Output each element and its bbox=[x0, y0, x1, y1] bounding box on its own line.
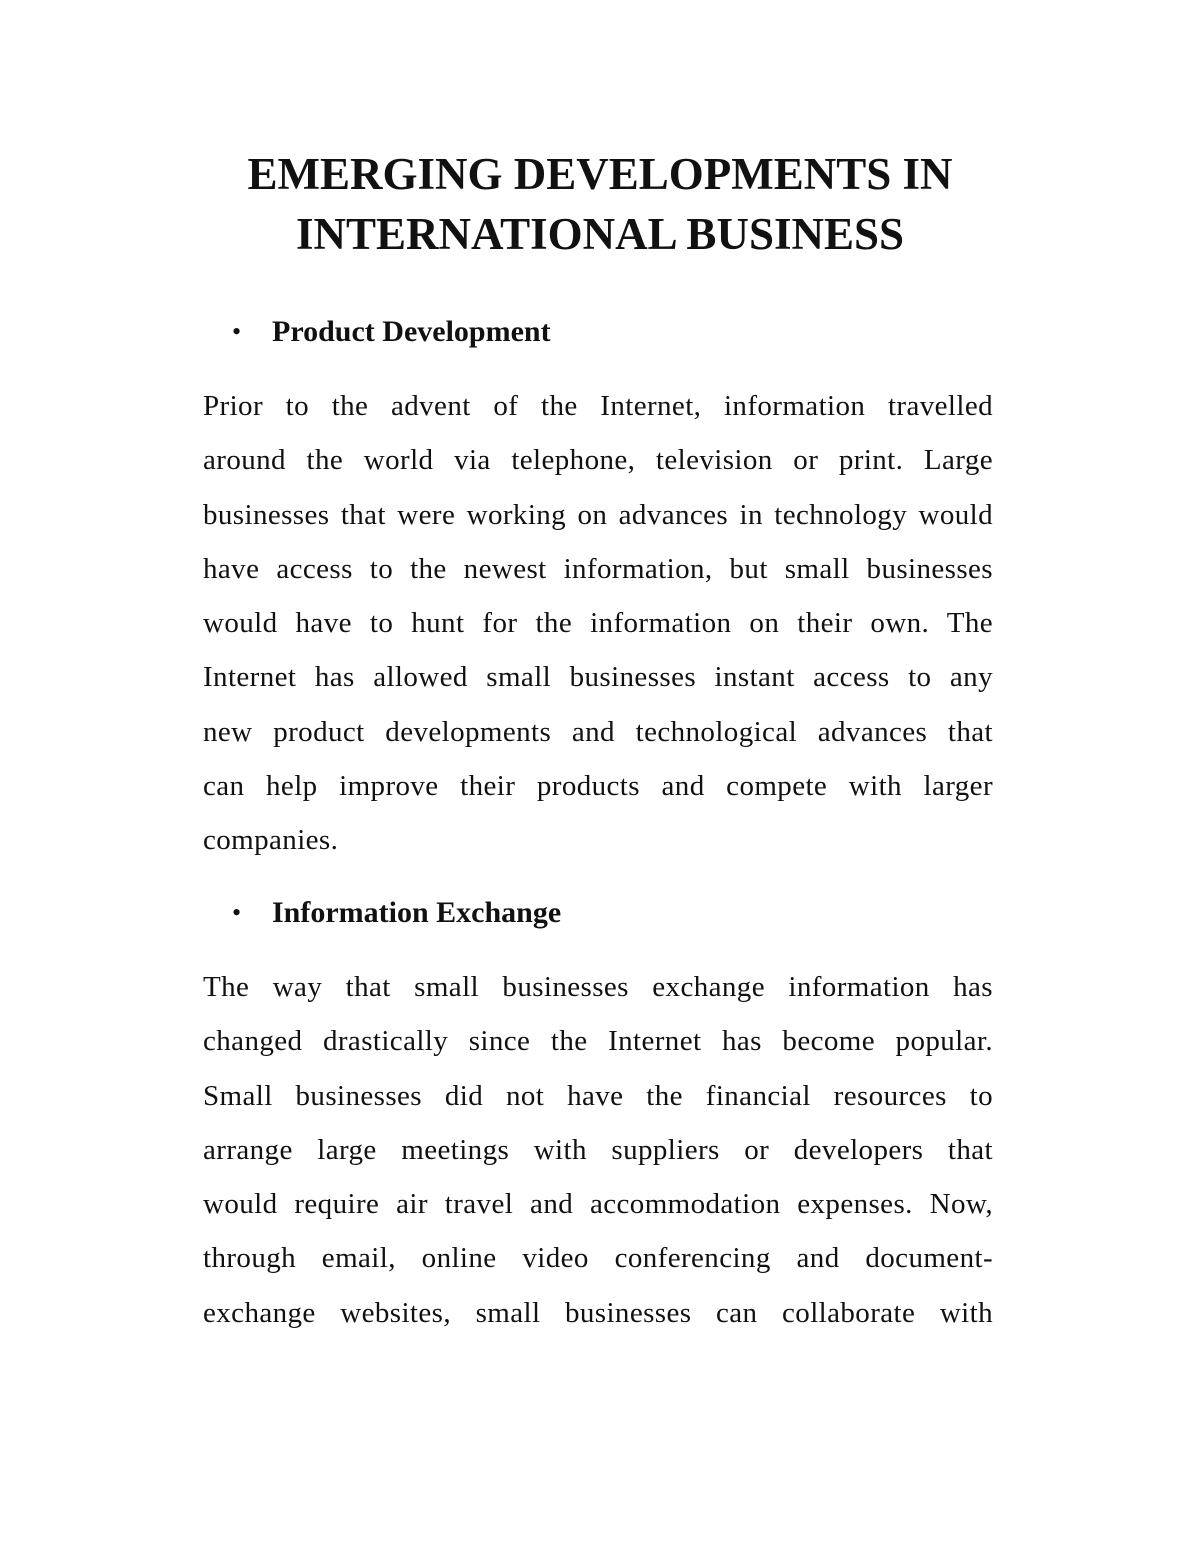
paragraph-line: can help improve their products and compete with larger bbox=[203, 770, 993, 803]
section-paragraph-product-development bbox=[203, 386, 993, 875]
paragraph-line: have access to the newest information, but small businesses bbox=[203, 552, 993, 585]
paragraph-line: new product developments and technological advances that bbox=[203, 715, 993, 748]
paragraph-line: would require air travel and accommodation expenses. Now, bbox=[203, 1188, 993, 1221]
paragraph-line: businesses that were working on advances in technology would bbox=[203, 498, 993, 531]
paragraph-line: Internet has allowed small businesses instant access to any bbox=[203, 661, 993, 694]
bullet-icon: • bbox=[232, 898, 242, 927]
bullet-icon: • bbox=[232, 317, 242, 346]
paragraph-line: The way that small businesses exchange information has bbox=[203, 971, 993, 1003]
paragraph-line: through email, online video conferencing and document- bbox=[203, 1242, 993, 1275]
section-heading-label: Information Exchange bbox=[272, 896, 562, 929]
section-heading-label: Product Development bbox=[272, 315, 551, 348]
section-paragraph-information-exchange bbox=[203, 967, 993, 1347]
paragraph-line: Small businesses did not have the financial resources to bbox=[203, 1079, 993, 1112]
page-title-line-1: EMERGING DEVELOPMENTS IN bbox=[247, 149, 953, 199]
section-heading-information-exchange bbox=[232, 893, 561, 933]
page-title-line-2: INTERNATIONAL BUSINESS bbox=[295, 209, 905, 259]
section-heading-product-development bbox=[232, 312, 551, 352]
paragraph-line: Prior to the advent of the Internet, information travelled bbox=[203, 390, 993, 422]
paragraph-line: would have to hunt for the information on their own. The bbox=[203, 607, 993, 640]
paragraph-line: around the world via telephone, television or print. Large bbox=[203, 444, 993, 477]
paragraph-line: changed drastically since the Internet has become popular. bbox=[203, 1025, 993, 1058]
paragraph-line: exchange websites, small businesses can collaborate with bbox=[203, 1296, 993, 1329]
paragraph-line: companies. bbox=[203, 824, 339, 857]
paragraph-line: arrange large meetings with suppliers or developers that bbox=[203, 1133, 993, 1166]
